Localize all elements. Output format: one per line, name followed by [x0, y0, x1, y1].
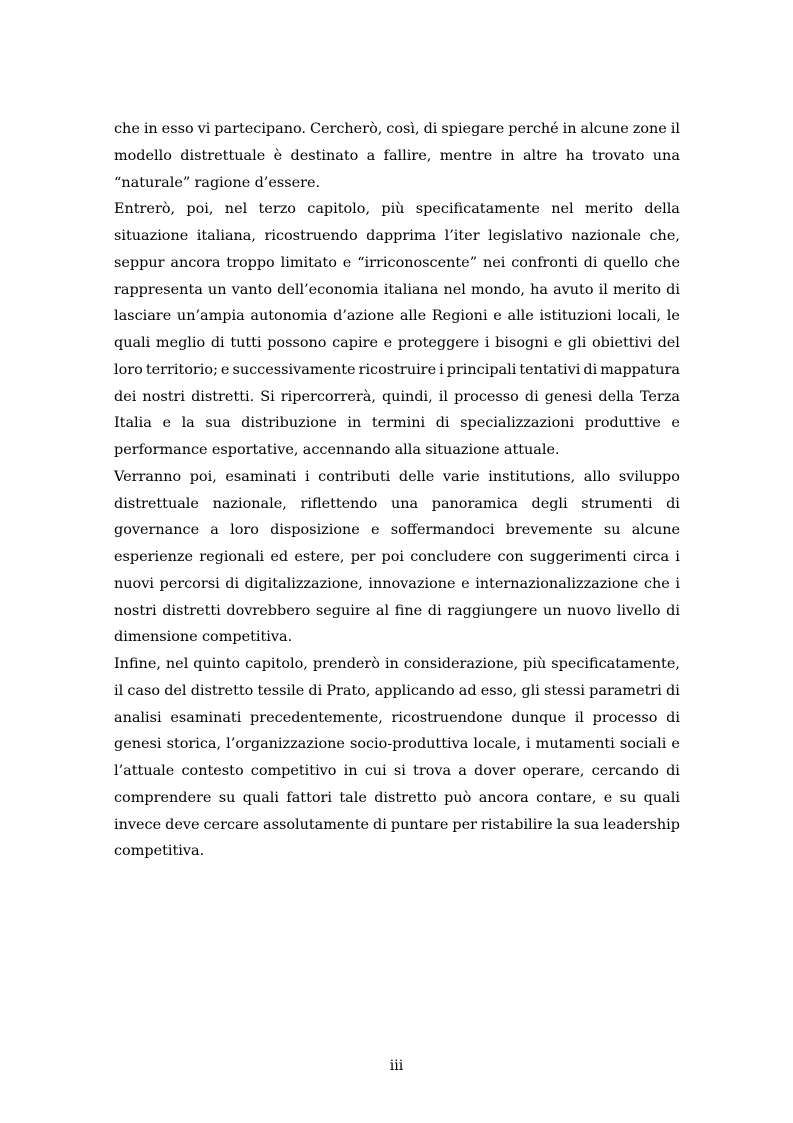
text-line: dimensione competitiva. — [114, 629, 293, 646]
text-line: esperienze regionali ed estere, per poi concludere con suggerimenti circa i — [114, 549, 680, 565]
text-line: situazione italiana, ricostruendo dapprima l’iter legislativo nazionale che, — [114, 228, 680, 244]
text-line: analisi esaminati precedentemente, ricostruendone dunque il processo di — [114, 709, 680, 726]
text-line: quali meglio di tutti possono capire e proteggere i bisogni e gli obiettivi del — [114, 335, 680, 351]
text-line: comprendere su quali fattori tale distretto può ancora contare, e su quali — [114, 789, 680, 806]
text-line: seppur ancora troppo limitato e “irriconoscente” nei confronti di quello che — [114, 254, 680, 271]
text-line: nostri distretti dovrebbero seguire al fine di raggiungere un nuovo livello di — [114, 602, 680, 619]
text-line: lasciare un’ampia autonomia d’azione alle Regioni e alle istituzioni locali, le — [114, 308, 680, 325]
text-line: competitiva. — [114, 843, 205, 860]
text-line: modello distrettuale è destinato a fallire, mentre in altre ha trovato una — [114, 147, 680, 164]
text-line: che in esso vi partecipano. Cercherò, così, di spiegare perché in alcune zone il — [114, 121, 680, 137]
text-line: performance esportative, accennando alla situazione attuale. — [114, 442, 560, 458]
text-line: loro territorio; e successivamente ricostruire i principali tentativi di mappatura — [114, 361, 680, 378]
text-line: Italia e la sua distribuzione in termini di specializzazioni produttive e — [114, 415, 680, 432]
page-number: iii — [389, 1058, 404, 1074]
text-line: l’attuale contesto competitivo in cui si trova a dover operare, cercando di — [114, 763, 680, 779]
text-line: Infine, nel quinto capitolo, prenderò in considerazione, più specificatamente, — [114, 656, 680, 672]
text-line: genesi storica, l’organizzazione socio-produttiva locale, i mutamenti sociali e — [114, 736, 680, 753]
text-line: “naturale” ragione d’essere. — [114, 174, 321, 191]
text-line: dei nostri distretti. Si ripercorrerà, quindi, il processo di genesi della Terza — [114, 388, 680, 405]
text-line: il caso del distretto tessile di Prato, applicando ad esso, gli stessi parametri di — [114, 682, 680, 699]
text-line: governance a loro disposizione e soffermandoci brevemente su alcune — [114, 522, 680, 539]
text-line: invece deve cercare assolutamente di puntare per ristabilire la sua leadership — [114, 816, 680, 833]
body-text — [114, 116, 680, 865]
text-line: Entrerò, poi, nel terzo capitolo, più specificatamente nel merito della — [114, 201, 680, 218]
text-line: distrettuale nazionale, riflettendo una panoramica degli strumenti di — [114, 495, 680, 512]
text-line: rappresenta un vanto dell’economia italiana nel mondo, ha avuto il merito di — [114, 281, 680, 298]
text-line: nuovi percorsi di digitalizzazione, innovazione e internazionalizzazione che i — [114, 575, 680, 592]
text-line: Verranno poi, esaminati i contributi delle varie institutions, allo sviluppo — [114, 468, 680, 485]
